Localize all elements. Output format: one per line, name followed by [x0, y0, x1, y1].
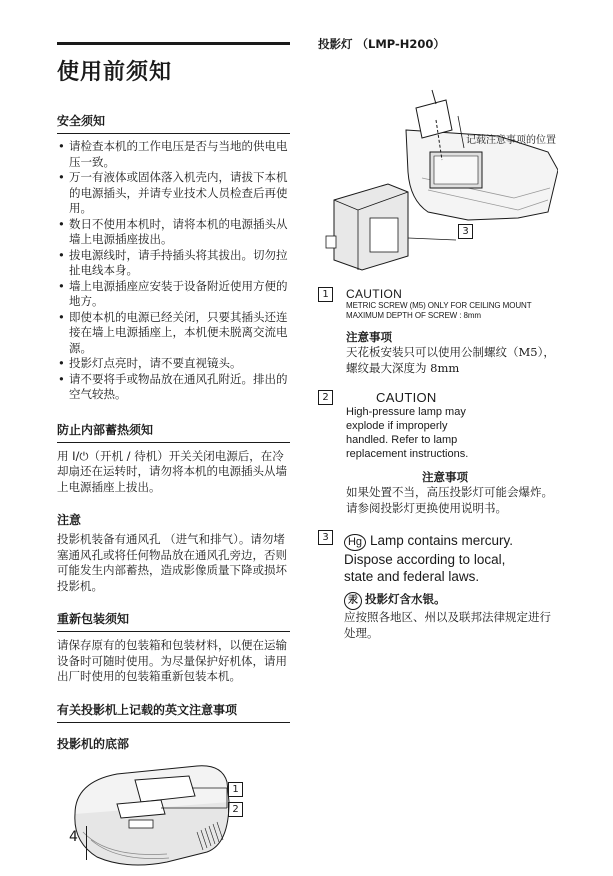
list-item: • 请检查本机的工作电压是否与当地的供电电压一致。: [57, 139, 290, 170]
note-3-cn-heading: 投影灯含水银。: [365, 592, 446, 606]
note-3-number: 3: [318, 530, 333, 545]
lamp-illustration: [318, 60, 558, 275]
note-3-en-line-2: Dispose according to local,: [344, 552, 506, 567]
note-2-cn-text: 如果处置不当，高压投影灯可能会爆炸。请参阅投影灯更换使用说明书。: [346, 485, 553, 515]
safety-heading: 安全须知: [57, 112, 290, 134]
repack-heading: 重新包装须知: [57, 610, 290, 632]
lamp-figure: [318, 60, 558, 275]
note-1-en-line-2: MAXIMUM DEPTH OF SCREW : 8mm: [346, 311, 481, 320]
label-position-caption: 记载注意事项的位置: [466, 135, 556, 146]
note-2-cn-heading: 注意事项: [422, 470, 468, 484]
page-number-divider: [86, 826, 87, 860]
projector-bottom-diagram: [57, 762, 290, 872]
note-2-number: 2: [318, 390, 333, 405]
title-rule: [57, 42, 290, 45]
note-1-number: 1: [318, 287, 333, 302]
note-1-cn-text: 天花板安装只可以使用公制螺纹（M5），螺纹最大深度为 8mm: [346, 345, 555, 375]
heat-text: 用 I/⏻（开机 / 待机）开关关闭电源后，在冷却扇还在运转时，请勿将本机的电源插头从墙上电源插座上拔出。: [57, 448, 287, 494]
note-3-cn-text: 应按照各地区、州以及联邦法律规定进行处理。: [344, 610, 551, 640]
projector-bottom-illustration: [57, 762, 290, 872]
note-3-en-line-3: state and federal laws.: [344, 569, 480, 584]
note-2-en-line-2: explode if improperly: [346, 420, 448, 432]
note-1-en-line-1: METRIC SCREW (M5) ONLY FOR CEILING MOUNT: [346, 301, 532, 310]
mercury-symbol-icon: Hg: [344, 534, 366, 551]
callout-2: 2: [228, 802, 243, 817]
right-column: [318, 36, 558, 641]
note-2-en-line-4: replacement instructions.: [346, 448, 469, 460]
page-title: 使用前须知: [57, 60, 173, 85]
note-text: 投影机装备有通风孔 （进气和排气）。请勿堵塞通风孔或将任何物品放在通风孔旁边，否则可能发生内部蓄热，造成影像质量下降或损坏投影机。: [57, 532, 287, 593]
labels-heading: 有关投影机上记载的英文注意事项: [57, 701, 290, 723]
page-number: 4: [69, 829, 78, 845]
list-item: • 墙上电源插座应安装于设备附近使用方便的地方。: [57, 279, 290, 310]
left-column: [57, 36, 290, 872]
lamp-heading: 投影灯 （LMP-H200）: [318, 37, 445, 51]
note-3-en-line-1: Lamp contains mercury.: [370, 533, 514, 548]
note-1: [318, 287, 558, 376]
note-3: [318, 530, 558, 641]
list-item: • 请不要将手或物品放在通风孔附近。排出的空气较热。: [57, 372, 290, 403]
list-item: • 万一有液体或固体落入机壳内，请拔下本机的电源插头，并请专业技术人员检查后再使用。: [57, 170, 290, 217]
list-item: • 数日不使用本机时，请将本机的电源插头从墙上电源插座拔出。: [57, 217, 290, 248]
note-heading: 注意: [57, 513, 82, 527]
mercury-cn-symbol-icon: 汞: [344, 592, 362, 610]
note-2-en-line-3: handled. Refer to lamp: [346, 434, 458, 446]
bottom-subheading: 投影机的底部: [57, 736, 130, 751]
note-1-caution: CAUTION: [346, 287, 403, 301]
safety-list: [57, 139, 290, 403]
list-item: • 拔电源线时，请手持插头将其拔出。切勿拉扯电线本身。: [57, 248, 290, 279]
heat-heading: 防止内部蓄热须知: [57, 421, 290, 443]
list-item: • 即使本机的电源已经关闭，只要其插头还连接在墙上电源插座上，本机便未脱离交流电源。: [57, 310, 290, 357]
note-2: [318, 390, 558, 516]
list-item: • 投影灯点亮时，请不要直视镜头。: [57, 356, 290, 372]
callout-1: 1: [228, 782, 243, 797]
note-2-caution: CAUTION: [376, 390, 437, 405]
repack-text: 请保存原有的包装箱和包装材料，以便在运输设备时可随时使用。为尽量保护好机体，请用出厂时使用的包装箱重新包装本机。: [57, 638, 287, 683]
callout-3: 3: [458, 224, 473, 239]
note-2-en-line-1: High-pressure lamp may: [346, 406, 466, 418]
note-1-cn-heading: 注意事项: [346, 330, 392, 344]
